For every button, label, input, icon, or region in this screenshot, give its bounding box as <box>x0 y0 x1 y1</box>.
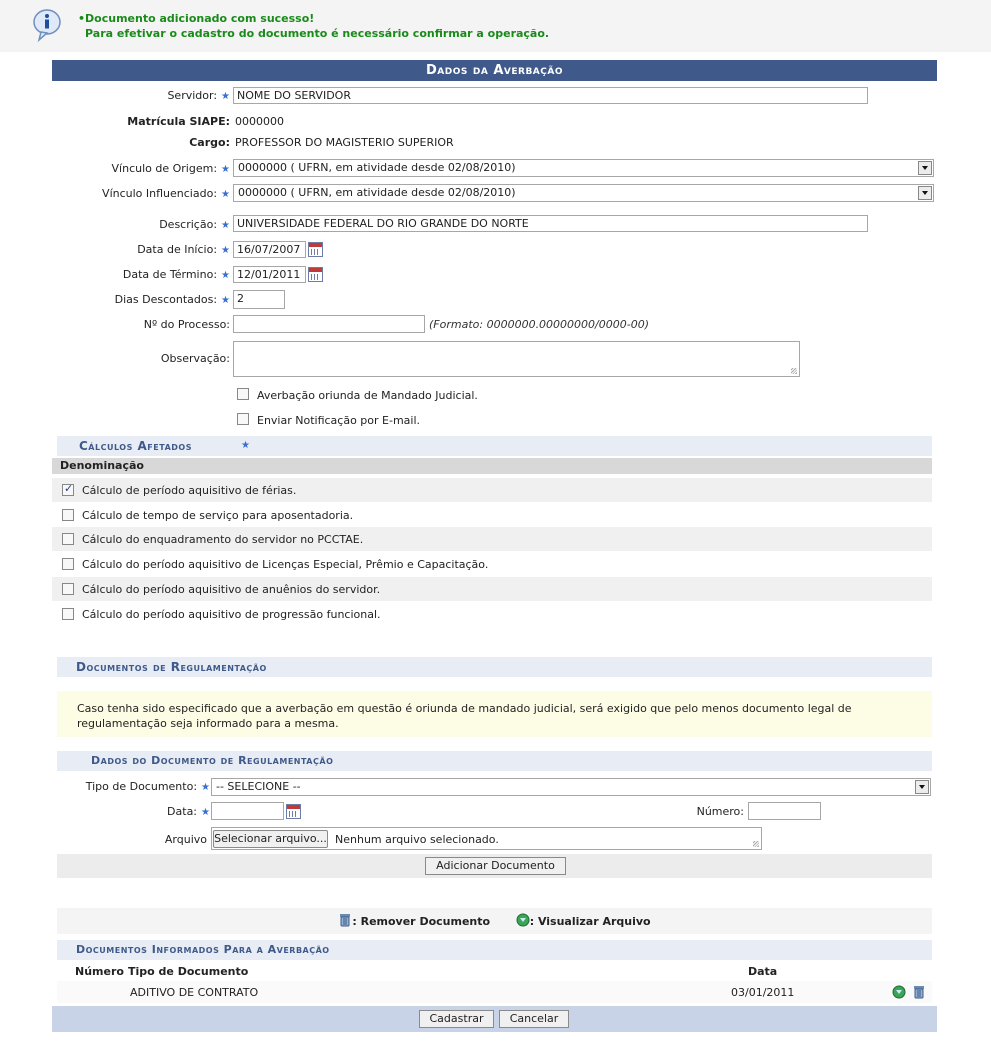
required-star-icon: ★ <box>221 220 230 231</box>
notificacao-email-checkbox[interactable] <box>237 413 249 425</box>
dias-descontados-input[interactable]: 2 <box>233 290 285 309</box>
arquivo-label: Arquivo <box>164 833 207 846</box>
averbacao-form <box>52 60 937 1032</box>
legend-remove-label: : Remover Documento <box>352 915 491 928</box>
required-star-icon: ★ <box>201 782 210 793</box>
processo-format-hint: (Formato: 0000000.00000000/0000-00) <box>429 318 650 331</box>
numero-label: Número: <box>696 805 744 818</box>
legend-view-label: : Visualizar Arquivo <box>529 915 651 928</box>
numero-input[interactable] <box>748 802 821 820</box>
view-file-icon <box>516 913 530 927</box>
list-item <box>52 527 932 551</box>
calculos-section-header <box>57 436 932 456</box>
data-inicio-input[interactable]: 16/07/2007 <box>233 241 306 258</box>
calculo-label: Cálculo do período aquisitivo de progressão funcional. <box>82 608 381 621</box>
selecionar-arquivo-button[interactable]: Selecionar arquivo... <box>213 830 328 848</box>
success-message-line2: Para efetivar o cadastro do documento é necessário confirmar a operação. <box>85 27 550 40</box>
documento-tipo: ADITIVO DE CONTRATO <box>130 986 259 999</box>
vinculo-influenciado-value: 0000000 ( UFRN, em atividade desde 02/08/2010) <box>238 186 516 199</box>
dados-documento-title: Dados do Documento de Regulamentação <box>91 754 334 767</box>
denominacao-header: Denominação <box>60 459 144 472</box>
tipo-documento-value: -- SELECIONE -- <box>216 780 301 793</box>
success-message-line1: • Documento adicionado com sucesso! <box>78 11 549 26</box>
descricao-label: Descrição: <box>159 218 218 231</box>
chevron-down-icon[interactable] <box>918 186 932 200</box>
trash-icon <box>338 913 352 927</box>
tipo-documento-label: Tipo de Documento: <box>85 780 198 793</box>
data-termino-label: Data de Término: <box>122 268 218 281</box>
servidor-label: Servidor: <box>167 89 218 102</box>
documentos-note-text: Caso tenha sido especificado que a averbação em questão é oriunda de mandado judicial, será exigido que pelo menos documento legal de regulamentação seja informado para a mesma. <box>77 702 852 730</box>
calculo-label: Cálculo de período aquisitivo de férias. <box>82 484 297 497</box>
informados-title: Documentos Informados Para a Averbação <box>76 943 330 956</box>
observacao-label: Observação: <box>160 352 230 365</box>
calculo-label: Cálculo do período aquisitivo de Licenças Especial, Prêmio e Capacitação. <box>82 558 489 571</box>
list-item <box>52 577 932 601</box>
descricao-input[interactable]: UNIVERSIDADE FEDERAL DO RIO GRANDE DO NORTE <box>233 215 868 232</box>
table-row <box>57 981 932 1003</box>
vinculo-influenciado-select[interactable] <box>233 184 934 202</box>
cancelar-button[interactable]: Cancelar <box>499 1010 569 1028</box>
form-title: Dados da Averbação <box>52 60 937 81</box>
list-item <box>52 602 932 626</box>
mandado-judicial-label: Averbação oriunda de Mandado Judicial. <box>257 389 478 402</box>
calculo-label: Cálculo de tempo de serviço para aposentadoria. <box>82 509 354 522</box>
col-tipo-header: Tipo de Documento <box>128 965 249 978</box>
calculos-title: Cálculos Afetados <box>79 439 192 453</box>
calculo-label: Cálculo do período aquisitivo de anuênios do servidor. <box>82 583 381 596</box>
cadastrar-button[interactable]: Cadastrar <box>419 1010 494 1028</box>
servidor-input[interactable]: NOME DO SERVIDOR <box>233 87 868 104</box>
required-star-icon: ★ <box>221 164 230 175</box>
matricula-value: 0000000 <box>235 115 284 128</box>
cargo-value: PROFESSOR DO MAGISTERIO SUPERIOR <box>235 136 454 149</box>
vinculo-origem-value: 0000000 ( UFRN, em atividade desde 02/08/2010) <box>238 161 516 174</box>
calendar-icon[interactable] <box>286 804 301 819</box>
form-footer <box>52 1006 937 1032</box>
informados-section-header <box>57 940 932 960</box>
adicionar-documento-button[interactable]: Adicionar Documento <box>425 857 566 875</box>
tipo-documento-select[interactable] <box>211 778 931 796</box>
vinculo-influenciado-label: Vínculo Influenciado: <box>102 187 218 200</box>
observacao-textarea[interactable] <box>233 341 800 377</box>
arquivo-status: Nenhum arquivo selecionado. <box>335 833 499 846</box>
notificacao-email-label: Enviar Notificação por E-mail. <box>257 414 421 427</box>
documento-data: 03/01/2011 <box>731 986 795 999</box>
calculo-progressao-checkbox[interactable] <box>62 608 74 620</box>
icon-legend <box>52 912 937 932</box>
chevron-down-icon[interactable] <box>918 161 932 175</box>
documentos-note <box>57 691 932 737</box>
documento-data-input[interactable] <box>211 802 284 820</box>
chevron-down-icon[interactable] <box>915 780 929 794</box>
vinculo-origem-select[interactable] <box>233 159 934 177</box>
dias-descontados-label: Dias Descontados: <box>114 293 218 306</box>
col-data-header: Data <box>748 965 778 978</box>
list-item <box>52 503 932 527</box>
calculo-pcctae-checkbox[interactable] <box>62 533 74 545</box>
success-message <box>0 0 991 52</box>
list-item <box>52 478 932 502</box>
calculo-aposentadoria-checkbox[interactable] <box>62 509 74 521</box>
documentos-title: Documentos de Regulamentação <box>76 660 267 674</box>
processo-input[interactable] <box>233 315 425 333</box>
cargo-label: Cargo: <box>189 136 230 149</box>
list-item <box>52 552 932 576</box>
required-star-icon: ★ <box>201 807 210 818</box>
calculo-anuenios-checkbox[interactable] <box>62 583 74 595</box>
calendar-icon[interactable] <box>308 267 323 282</box>
info-icon <box>32 8 62 42</box>
matricula-label: Matrícula SIAPE: <box>127 115 230 128</box>
required-star-icon: ★ <box>241 440 251 451</box>
data-inicio-label: Data de Início: <box>137 243 218 256</box>
required-star-icon: ★ <box>221 91 230 102</box>
calculos-column-header <box>52 458 932 474</box>
required-star-icon: ★ <box>221 245 230 256</box>
required-star-icon: ★ <box>221 295 230 306</box>
trash-icon[interactable] <box>912 985 926 999</box>
documento-data-label: Data: <box>167 805 198 818</box>
calculo-ferias-checkbox[interactable] <box>62 484 74 496</box>
required-star-icon: ★ <box>221 270 230 281</box>
calculo-label: Cálculo do enquadramento do servidor no PCCTAE. <box>82 533 364 546</box>
dados-documento-header <box>57 751 932 771</box>
vinculo-origem-label: Vínculo de Origem: <box>111 162 218 175</box>
mandado-judicial-checkbox[interactable] <box>237 388 249 400</box>
required-star-icon: ★ <box>221 189 230 200</box>
data-termino-input[interactable]: 12/01/2011 <box>233 266 306 283</box>
processo-label: Nº do Processo: <box>143 318 230 331</box>
view-file-icon[interactable] <box>892 985 906 999</box>
calendar-icon[interactable] <box>308 242 323 257</box>
col-numero-header: Número <box>75 965 124 978</box>
documentos-section-header <box>57 657 932 677</box>
calculo-licencas-checkbox[interactable] <box>62 558 74 570</box>
